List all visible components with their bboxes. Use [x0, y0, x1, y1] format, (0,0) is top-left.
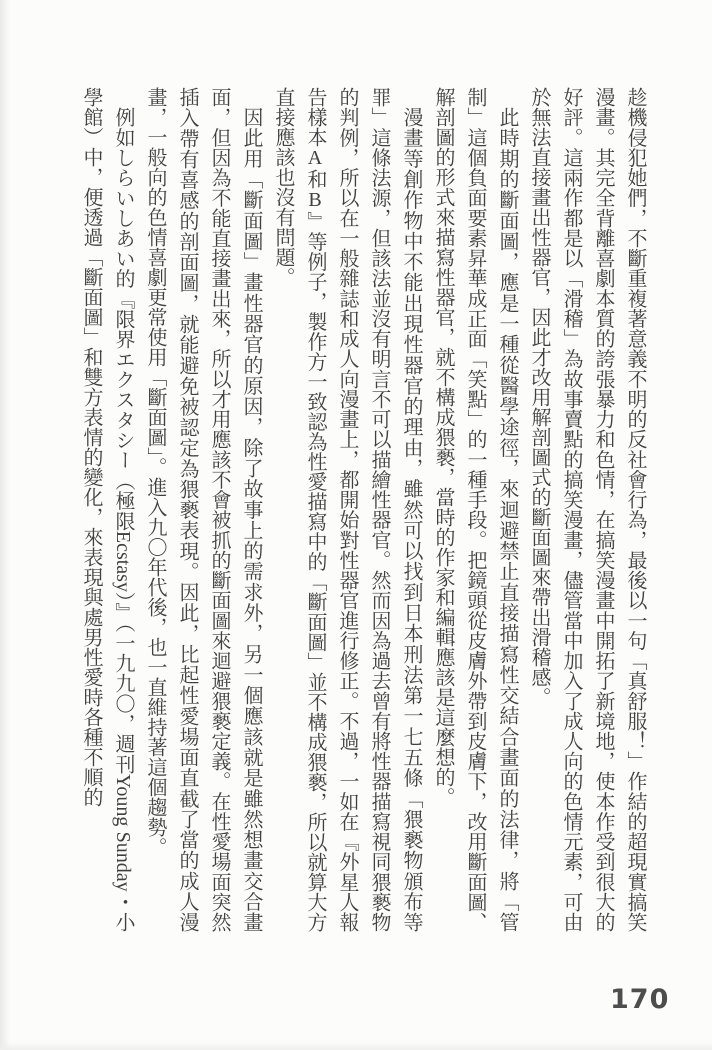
paragraph-3-text-end: 』等例子，製作方一致認為性愛描寫中的「斷面圖」並不構成猥褻，所以就算大方直接應該也沒有問題。: [272, 87, 326, 933]
paragraph-2: [427, 87, 523, 932]
body-text: [75, 87, 651, 932]
paragraph-1: [523, 87, 651, 932]
paragraph-3-letter-a: A: [304, 147, 326, 170]
paragraph-4: [139, 87, 267, 932]
paragraph-3-text-mid: 和: [304, 169, 326, 190]
paragraph-3-letter-b: B: [304, 189, 326, 212]
paragraph-1-text: 趁機侵犯她們，不斷重複著意義不明的反社會行為，最後以一句「真舒服！」作結的超現實搞笑漫畫。其完全背離喜劇本質的誇張暴力和色情，在搞笑漫畫中開拓了新境地，使本作受到很大的好評。這兩作都是以「滑稽」為故事賣點的搞笑漫畫，儘管當中加入了成人向的色情元素，可由於無法直接畫出性器官，因此才改用解剖圖式的斷面圖來帶出滑稽感。: [528, 87, 646, 932]
paragraph-5-text: 例如しらいしあい的『限界エクスタシー（極限Ecstasy）』（一九九〇，週刊Young Sunday・小學館）中，便透過「斷面圖」和雙方表情的變化，來表現與處男性愛時各種不順的: [80, 87, 134, 932]
paragraph-5: [75, 87, 139, 932]
paragraph-2-text: 此時期的斷面圖，應是一種從醫學途徑，來迴避禁止直接描寫性交結合畫面的法律，將「管制」這個負面要素昇華成正面「笑點」的一種手段。把鏡頭從皮膚外帶到皮膚下，改用斷面圖、解剖圖的形式來描寫性器官，就不構成猥褻，當時的作家和編輯應該是這麼想的。: [432, 87, 518, 932]
paragraph-3-text: 漫畫等創作物中不能出現性器官的理由，雖然可以找到日本刑法第一七五條「猥褻物頒布等罪」這條法源，但該法並沒有明言不可以描繪性器官。然而因為過去曾有將性器描寫視同猥褻物的判例，所以在一般雜誌和成人向漫畫上，都開始對性器官進行修正。不過，一如在『外星人報告樣本: [304, 87, 422, 932]
paragraph-4-text: 因此用「斷面圖」畫性器官的原因，除了故事上的需求外，另一個應該就是雖然想畫交合畫面，但因為不能直接畫出來，所以才用應該不會被抓的斷面圖來迴避猥褻定義。在性愛場面突然插入帶有喜感的剖面圖，就能避免被認定為猥褻表現。因此，比起性愛場面直截了當的成人漫畫，一般向的色情喜劇更常使用「斷面圖」。進入九〇年代後，也一直維持著這個趨勢。: [144, 87, 262, 932]
scan-bottom-shading: [0, 1042, 712, 1050]
page-number: 170: [610, 984, 670, 1015]
paragraph-3: [267, 87, 427, 932]
scan-gutter-shading: [0, 0, 10, 1050]
